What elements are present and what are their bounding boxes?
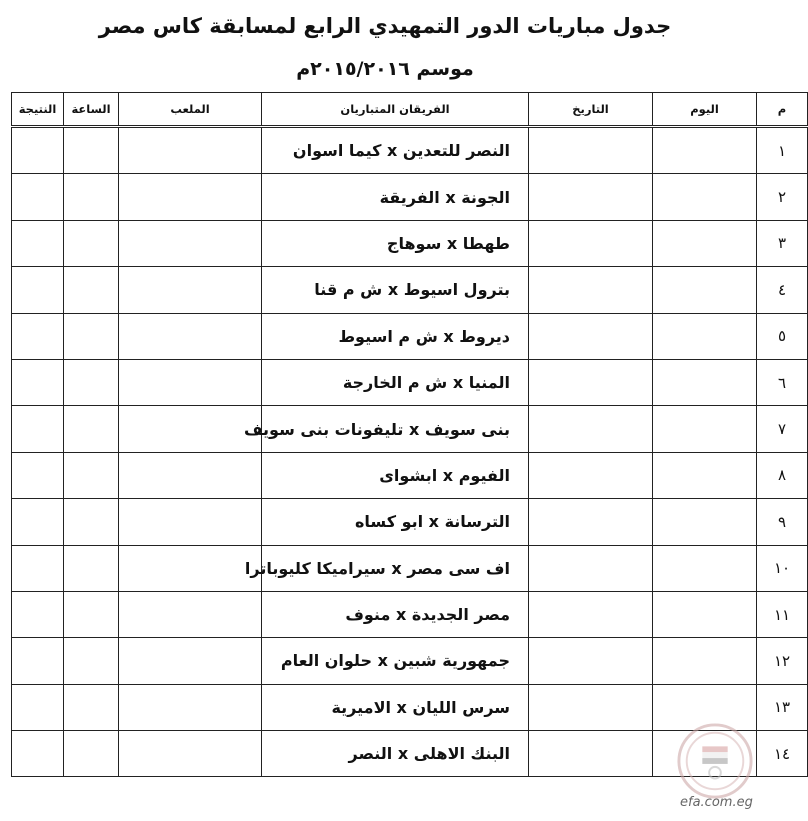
cell-stadium — [119, 127, 262, 174]
cell-result — [12, 545, 64, 591]
cell-teams: طهطا x سوهاج — [262, 220, 529, 266]
cell-day — [653, 591, 757, 637]
cell-day — [653, 638, 757, 684]
cell-result — [12, 220, 64, 266]
table-row — [12, 174, 808, 220]
cell-teams: سرس الليان x الاميرية — [262, 684, 529, 730]
cell-number: ٨ — [757, 452, 808, 498]
cell-time — [64, 591, 119, 637]
cell-date — [529, 127, 653, 174]
cell-time — [64, 267, 119, 313]
cell-date — [529, 731, 653, 777]
cell-result — [12, 499, 64, 545]
table-header-row — [12, 93, 808, 127]
cell-day — [653, 313, 757, 359]
cell-day — [653, 267, 757, 313]
match-schedule-table — [11, 92, 808, 777]
cell-day — [653, 452, 757, 498]
cell-teams: الجونة x الفريقة — [262, 174, 529, 220]
page-title: جدول مباريات الدور التمهيدي الرابع لمسابقة كاس مصر — [98, 14, 672, 38]
cell-time — [64, 452, 119, 498]
col-header-day: اليوم — [653, 93, 757, 127]
table-row — [12, 267, 808, 313]
cell-date — [529, 684, 653, 730]
efa-logo-watermark-icon — [676, 722, 754, 800]
cell-teams: بترول اسيوط x ش م قنا — [262, 267, 529, 313]
cell-time — [64, 731, 119, 777]
cell-time — [64, 638, 119, 684]
cell-date — [529, 267, 653, 313]
cell-result — [12, 684, 64, 730]
cell-day — [653, 545, 757, 591]
cell-stadium — [119, 220, 262, 266]
table-row — [12, 406, 808, 452]
table-row — [12, 359, 808, 405]
cell-number: ٧ — [757, 406, 808, 452]
cell-result — [12, 313, 64, 359]
cell-date — [529, 174, 653, 220]
cell-date — [529, 545, 653, 591]
cell-number: ١٢ — [757, 638, 808, 684]
cell-teams: جمهورية شبين x حلوان العام — [262, 638, 529, 684]
cell-stadium — [119, 267, 262, 313]
cell-teams: النصر للتعدين x كيما اسوان — [262, 127, 529, 174]
cell-number: ٥ — [757, 313, 808, 359]
cell-time — [64, 406, 119, 452]
cell-number: ١٠ — [757, 545, 808, 591]
cell-result — [12, 359, 64, 405]
cell-day — [653, 174, 757, 220]
cell-result — [12, 127, 64, 174]
cell-number: ٩ — [757, 499, 808, 545]
table-body — [12, 127, 808, 777]
cell-day — [653, 359, 757, 405]
site-watermark: efa.com.eg — [680, 795, 753, 810]
cell-teams: ديروط x ش م اسيوط — [262, 313, 529, 359]
table-row — [12, 127, 808, 174]
cell-number: ١٣ — [757, 684, 808, 730]
cell-time — [64, 220, 119, 266]
cell-time — [64, 359, 119, 405]
cell-number: ٦ — [757, 359, 808, 405]
cell-teams: اف سى مصر x سيراميكا كليوباترا — [262, 545, 529, 591]
cell-teams: المنيا x ش م الخارجة — [262, 359, 529, 405]
cell-stadium — [119, 174, 262, 220]
cell-teams: البنك الاهلى x النصر — [262, 731, 529, 777]
cell-number: ٤ — [757, 267, 808, 313]
cell-stadium — [119, 359, 262, 405]
col-header-time: الساعة — [64, 93, 119, 127]
cell-day — [653, 406, 757, 452]
table-row — [12, 499, 808, 545]
cell-number: ١١ — [757, 591, 808, 637]
cell-time — [64, 684, 119, 730]
cell-result — [12, 452, 64, 498]
cell-date — [529, 313, 653, 359]
cell-day — [653, 499, 757, 545]
table-row — [12, 220, 808, 266]
cell-result — [12, 267, 64, 313]
cell-time — [64, 545, 119, 591]
cell-number: ٢ — [757, 174, 808, 220]
cell-stadium — [119, 684, 262, 730]
cell-teams: الفيوم x ابشواى — [262, 452, 529, 498]
col-header-number: م — [757, 93, 808, 127]
season-subtitle: موسم ٢٠١٥/٢٠١٦م — [296, 58, 474, 80]
cell-time — [64, 499, 119, 545]
cell-date — [529, 452, 653, 498]
cell-number: ١٤ — [757, 731, 808, 777]
cell-teams: مصر الجديدة x منوف — [262, 591, 529, 637]
cell-date — [529, 591, 653, 637]
cell-stadium — [119, 452, 262, 498]
cell-date — [529, 220, 653, 266]
cell-stadium — [119, 313, 262, 359]
cell-date — [529, 638, 653, 684]
cell-teams: بنى سويف x تليفونات بنى سويف — [262, 406, 529, 452]
cell-result — [12, 174, 64, 220]
col-header-stadium: الملعب — [119, 93, 262, 127]
cell-result — [12, 638, 64, 684]
cell-day — [653, 220, 757, 266]
cell-stadium — [119, 591, 262, 637]
table-row — [12, 591, 808, 637]
cell-stadium — [119, 545, 262, 591]
cell-day — [653, 127, 757, 174]
cell-date — [529, 359, 653, 405]
cell-number: ٣ — [757, 220, 808, 266]
cell-time — [64, 127, 119, 174]
cell-result — [12, 406, 64, 452]
col-header-result: النتيجة — [12, 93, 64, 127]
cell-number: ١ — [757, 127, 808, 174]
cell-stadium — [119, 638, 262, 684]
table-row — [12, 545, 808, 591]
cell-time — [64, 313, 119, 359]
cell-result — [12, 591, 64, 637]
table-row — [12, 313, 808, 359]
cell-date — [529, 406, 653, 452]
cell-stadium — [119, 731, 262, 777]
cell-time — [64, 174, 119, 220]
cell-stadium — [119, 406, 262, 452]
cell-date — [529, 499, 653, 545]
cell-teams: الترسانة x ابو كساه — [262, 499, 529, 545]
col-header-teams: الفريقان المتباريان — [262, 93, 529, 127]
cell-stadium — [119, 499, 262, 545]
table-row — [12, 638, 808, 684]
table-row — [12, 452, 808, 498]
cell-result — [12, 731, 64, 777]
col-header-date: التاريخ — [529, 93, 653, 127]
